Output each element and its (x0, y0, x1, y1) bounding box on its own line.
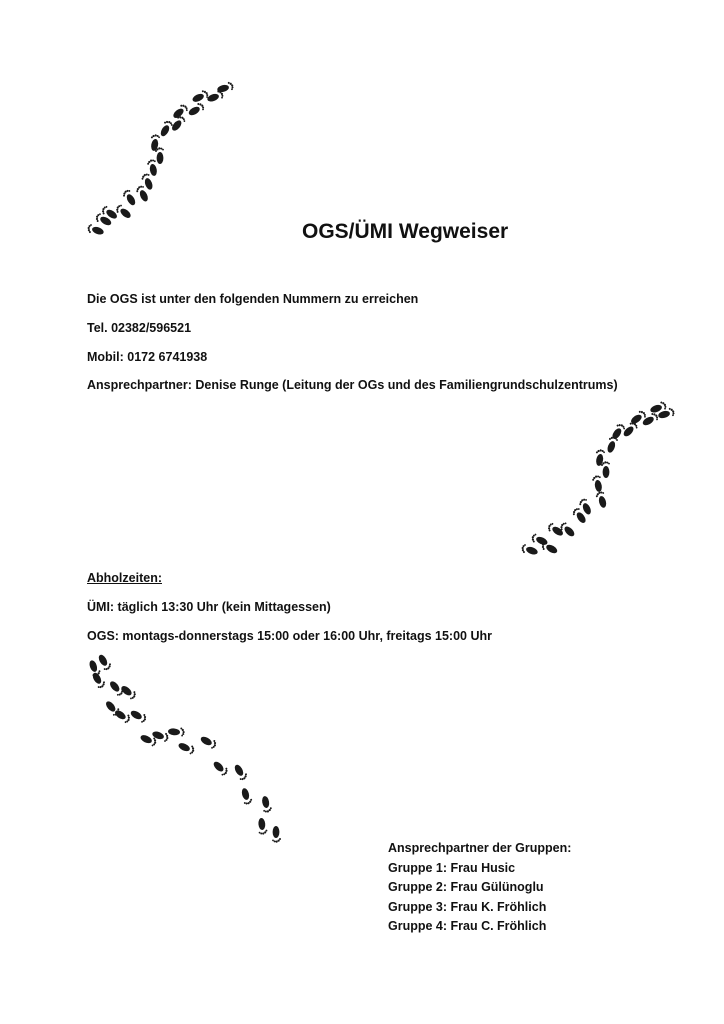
contact-person-line: Ansprechpartner: Denise Runge (Leitung der OGs und des Familiengrundschulzentrums) (87, 378, 618, 392)
group-contacts (388, 839, 571, 937)
phone-line: Tel. 02382/596521 (87, 321, 192, 335)
pickup-ogs-line: OGS: montags-donnerstags 15:00 oder 16:00 Uhr, freitags 15:00 Uhr (87, 629, 492, 643)
mobile-line: Mobil: 0172 6741938 (87, 350, 208, 364)
page-title: OGS/ÜMI Wegweiser (302, 220, 509, 243)
pickup-heading: Abholzeiten: (87, 571, 162, 585)
pickup-umi-line: ÜMI: täglich 13:30 Uhr (kein Mittagessen) (87, 600, 331, 614)
intro-line: Die OGS ist unter den folgenden Nummern zu erreichen (87, 292, 419, 306)
group-contact-4: Gruppe 4: Frau C. Fröhlich (388, 919, 547, 934)
group-contacts-heading: Ansprechpartner der Gruppen: (388, 841, 572, 855)
group-contact-1: Gruppe 1: Frau Husic (388, 860, 516, 875)
group-contact-3: Gruppe 3: Frau K. Fröhlich (388, 899, 547, 914)
group-contact-2: Gruppe 2: Frau Gülünoglu (388, 880, 544, 895)
